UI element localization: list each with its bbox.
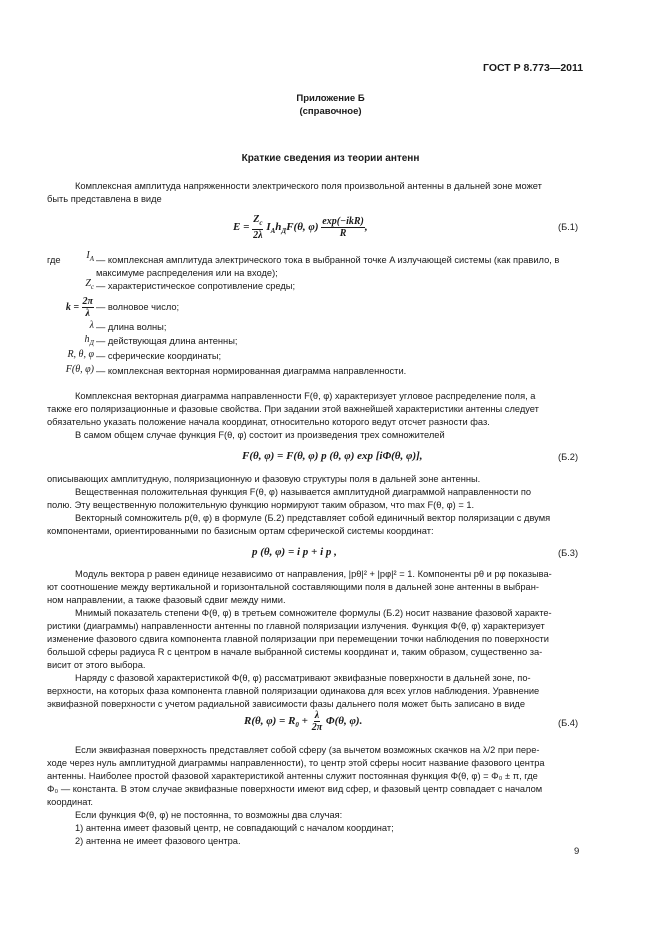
legend-sym-impedance-sub: c: [90, 283, 94, 291]
p7-line-2: ют соотношение между вертикальной и горизонтальной составляющими поля в дальней зоне антенны в выбран-: [47, 582, 539, 592]
legend-wavelength: — длина волны;: [96, 322, 167, 332]
legend-wavenumber: — волновое число;: [96, 302, 180, 312]
appendix-title: Приложение Б: [296, 93, 365, 104]
legend-sym-wavelength: λ: [89, 320, 94, 331]
eq4-frac-num: λ: [314, 710, 320, 721]
p11-line: Если функция Φ(θ, φ) не постоянна, то возможны два случая:: [75, 810, 343, 820]
p8-line-5: висит от этого выбора.: [47, 660, 146, 670]
intro-line-2: быть представлена в виде: [47, 194, 162, 204]
legend-current-line2: максимуме распределения или на входе);: [96, 268, 278, 278]
legend-wavenumber-den: λ: [85, 308, 90, 319]
case-2: 2) антенна не имеет фазового центра.: [75, 836, 241, 846]
equation-b3-label: (Б.3): [558, 548, 579, 558]
p10-line-2: ходе через нуль амплитудной диаграммы направленности), то центр этой сферы носит название фазового центра: [47, 758, 545, 768]
eq1-frac-z: [252, 214, 263, 241]
eq1-tail: ,: [364, 221, 368, 234]
p10-line-3: антенны. Наиболее простой фазовой характеристикой антенны служит постоянная функция Φ(θ, φ) = Φ₀ ± π, где: [47, 771, 538, 781]
intro-line-1: Комплексная амплитуда напряженности электрического поля произвольной антенны в дальней зоне может: [75, 181, 542, 191]
eq4-plus: +: [301, 715, 308, 728]
legend-sym-coords: R, θ, φ: [67, 349, 94, 360]
legend-sym-height-text: h: [84, 334, 90, 345]
legend-sym-current: [60, 250, 94, 263]
p10-line-1: Если эквифазная поверхность представляет собой сферу (за вычетом возможных скачков на λ/2 при пере-: [75, 745, 540, 755]
legend-current-line1: — комплексная амплитуда электрического тока в выбранной точке A излучающей системы (как правило, в: [96, 255, 560, 265]
page-number: 9: [574, 846, 580, 857]
legend-coords: — сферические координаты;: [96, 351, 222, 361]
equation-b1: [233, 214, 368, 241]
p7-line-1: Модуль вектора p равен единице независимо от направления, |pθ|² + |pφ|² = 1. Компоненты pθ и pφ показыва-: [75, 569, 552, 579]
p2-line-3: обязательно указать положение начала координат, относительно которого ведут отсчет разности фаз.: [47, 417, 490, 427]
legend-sym-impedance-text: Z: [85, 278, 91, 289]
eq4-tail: Φ(θ, φ).: [325, 715, 363, 728]
case-1: 1) антенна имеет фазовый центр, не совпадающий с началом координат;: [75, 823, 394, 833]
legend-wavenumber-frac: [82, 296, 94, 319]
legend-sym-wavenumber-text: k =: [65, 301, 80, 313]
eq4-frac: [311, 710, 323, 733]
equation-b4-label: (Б.4): [558, 718, 579, 728]
p3-line: В самом общем случае функция F(θ, φ) состоит из произведения трех сомножителей: [75, 430, 445, 440]
p7-line-3: ном направлении, а также фазовый сдвиг между ними.: [47, 595, 286, 605]
legend-impedance: — характеристическое сопротивление среды;: [96, 281, 296, 291]
p6-line-1: Векторный сомножитель p(θ, φ) в формуле (Б.2) представляет собой единичный вектор поляризации с двумя: [75, 513, 551, 523]
p8-line-2: ристики (диаграммы) направленности антенны по главной поляризации излучения. Функция Φ(θ, φ) характеризует: [47, 621, 545, 631]
eq1-sub-c: c: [259, 219, 263, 227]
section-title: Краткие сведения из теории антенн: [241, 153, 420, 164]
eq1-sub-d: Д: [281, 227, 287, 236]
p6-line-2: компонентами, ориентированными по базисным ортам сферической системы координат:: [47, 526, 434, 536]
p8-line-4: большой сферы радиуса R с центром в начале выбранной системы координат и, таким образом, существенно за-: [47, 647, 543, 657]
p10-line-5: координат.: [47, 797, 93, 807]
equation-b2-label: (Б.2): [558, 452, 579, 462]
eq1-frac2-den: R: [339, 228, 347, 239]
p8-line-1: Мнимый показатель степени Φ(θ, φ) в третьем сомножителе формулы (Б.2) носит название фазовой характе-: [75, 608, 552, 618]
appendix-subtitle: (справочное): [299, 106, 362, 117]
p9-line-3: эквифазной поверхности с учетом радиальной зависимости фазы дальнего поля может быть записано в виде: [47, 699, 526, 709]
legend-sym-pattern: F(θ, φ): [65, 364, 94, 375]
p9-line-2: верхности, на которых фаза компонента главной поляризации одинакова для всех углов наблюдения. Уравнение: [47, 686, 540, 696]
eq1-sub-a: A: [270, 227, 276, 236]
equation-b3: p (θ, φ) = i p + i p ,: [252, 546, 337, 558]
legend-sym-height: [60, 334, 94, 347]
equation-b2: F(θ, φ) = F(θ, φ) p (θ, φ) exp [iΦ(θ, φ)],: [242, 450, 423, 462]
p2-line-2: также его поляризационные и фазовые свойства. При задании этой важнейшей характеристики антенны следует: [47, 404, 539, 414]
eq4-frac-den: 2π: [311, 722, 323, 733]
eq1-frac2-num: exp(−ikR): [322, 216, 364, 227]
p5-line-1: Вещественная положительная функция F(θ, φ) называется амплитудной диаграммой направленности по: [75, 487, 532, 497]
eq1-frac-exp: [321, 216, 365, 239]
eq1-frac1-den: 2λ: [253, 230, 263, 241]
legend-sym-current-sub: A: [89, 255, 94, 263]
p10-line-4: Φ₀ — константа. В этом случае эквифазные поверхности имеют вид сфер, и фазовый центр совпадает с началом: [47, 784, 543, 794]
legend-pattern: — комплексная векторная нормированная диаграмма направленности.: [96, 366, 407, 376]
legend-sym-height-sub: Д: [89, 339, 94, 347]
eq1-pattern: F(θ, φ): [286, 221, 319, 234]
eq1-frac1-num: Z: [253, 214, 260, 225]
p8-line-3: изменение фазового сдвига компонента главной поляризации при перемещении точки наблюдения по поверхности: [47, 634, 549, 644]
eq4-lhs: R(θ, φ) = R: [244, 715, 296, 728]
p2-line-1: Комплексная векторная диаграмма направленности F(θ, φ) характеризует угловое распределение поля, а: [75, 391, 536, 401]
legend-wavenumber-num: 2π: [82, 296, 93, 307]
standard-number: ГОСТ Р 8.773—2011: [483, 62, 584, 74]
legend-where: где: [47, 255, 61, 265]
equation-b4: R(θ, $\varphi) = R_0$ + $\frac{\lambda}{2\pi}$ Φ(θ, φ).: [244, 710, 363, 733]
eq1-current: I: [266, 221, 271, 234]
legend-height: — действующая длина антенны;: [96, 336, 238, 346]
eq1-lhs: E =: [233, 221, 250, 234]
legend-sym-current-text: I: [86, 250, 90, 261]
legend-sym-wavenumber: [47, 296, 94, 319]
p9-line-1: Наряду с фазовой характеристикой Φ(θ, φ) рассматривают эквифазные поверхности в дальней зоне, по-: [75, 673, 531, 683]
equation-b1-label: (Б.1): [558, 222, 579, 232]
p4-line: описывающих амплитудную, поляризационную и фазовую структуры поля в дальней зоне антенны.: [47, 474, 481, 484]
legend-sym-impedance: [60, 278, 94, 291]
p5-line-2: полю. Эту вещественную положительную функцию нормируют таким образом, что max F(θ, φ) = 1.: [47, 500, 475, 510]
eq1-height: h: [275, 221, 282, 234]
